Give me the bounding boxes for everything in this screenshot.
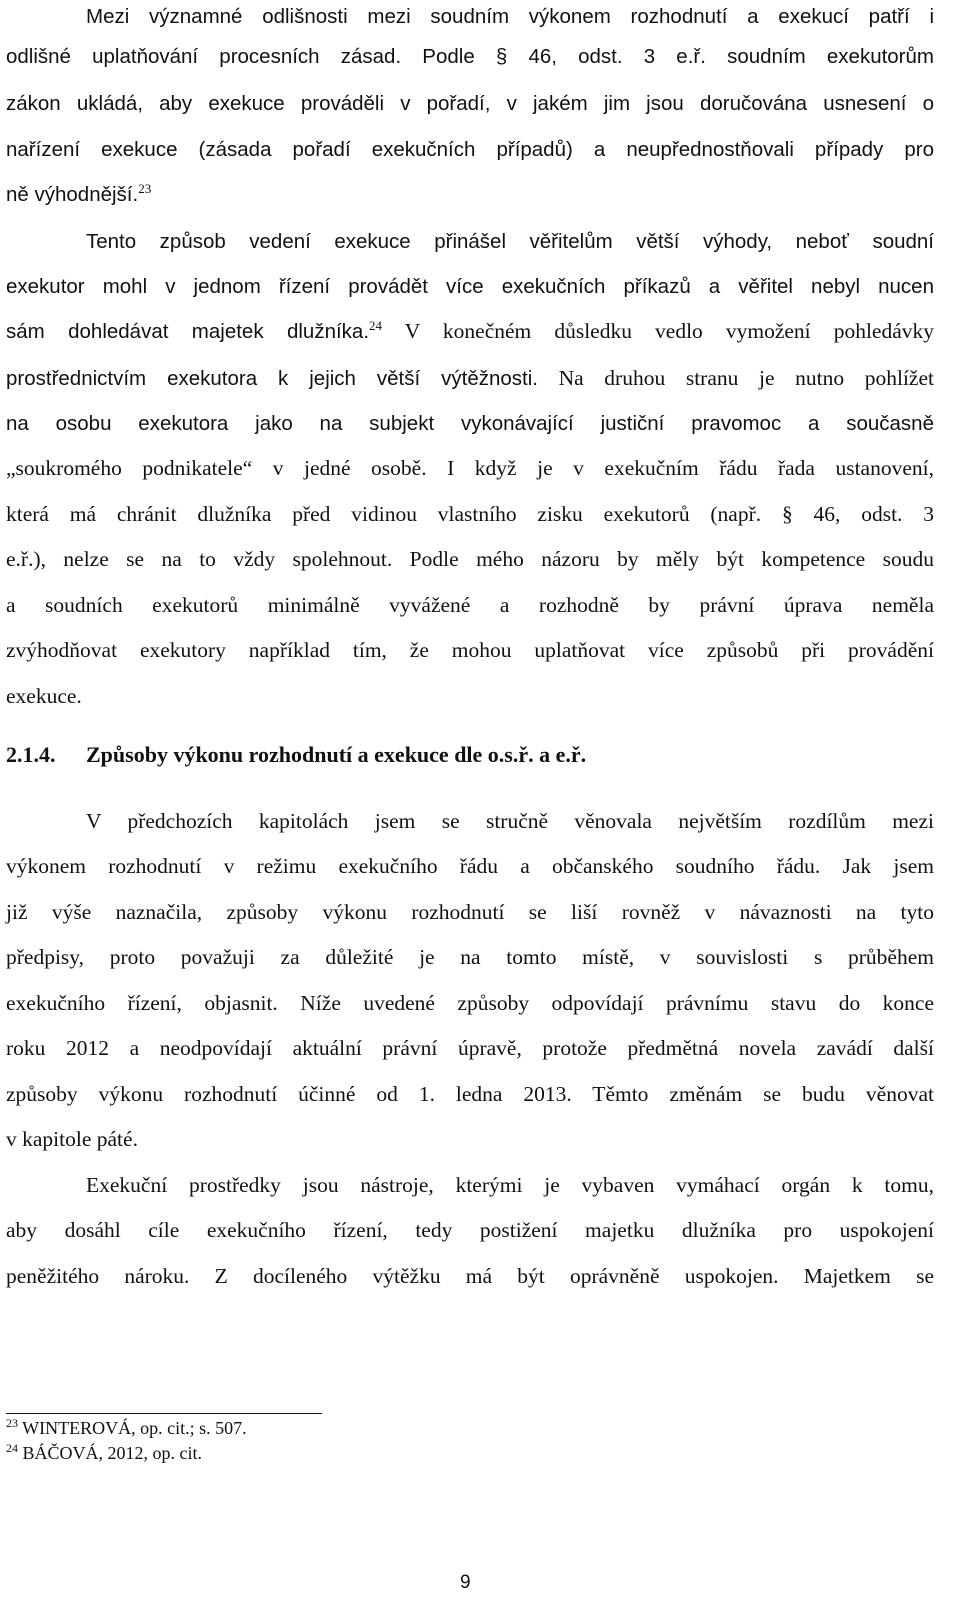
footnote-ref: 24 [369,317,383,333]
text-line: a soudních exekutorů minimálně vyvážené a rozhodně by právní úprava neměla [6,593,934,617]
text-line: prostřednictvím exekutora k jejich větší výtěžnosti. Na druhou stranu je nutno pohlížet [6,366,934,390]
footnote-separator [6,1413,322,1414]
page-number: 9 [460,1572,471,1593]
text-line: způsoby výkonu rozhodnutí účinné od 1. ledna 2013. Těmto změnám se budu věnovat [6,1082,934,1106]
section-heading [6,742,586,768]
text-line: předpisy, proto považuji za důležité je na tomto místě, v souvislosti s průběhem [6,945,934,969]
text-line: nařízení exekuce (zásada pořadí exekučních případů) a neupřednostňovali případy pro [6,138,934,161]
text-line: exekutor mohl v jednom řízení provádět více exekučních příkazů a věřitel nebyl nucen [6,275,934,298]
text-line: V předchozích kapitolách jsem se stručně věnovala největším rozdílům mezi [86,809,934,833]
text-line: výkonem rozhodnutí v režimu exekučního řádu a občanského soudního řádu. Jak jsem [6,854,934,878]
section-title: Způsoby výkonu rozhodnutí a exekuce dle o.s.ř. a e.ř. [86,742,587,767]
text-line: ně výhodnější.$^{23}$ [6,180,152,206]
text-line: již výše naznačila, způsoby výkonu rozhodnutí se liší rovněž v návaznosti na tyto [6,900,934,924]
section-number: 2.1.4. [6,742,56,767]
text-line: e.ř.), nelze se na to vždy spolehnout. Podle mého názoru by měly být kompetence soudu [6,547,934,571]
text-line: exekuce. [6,684,82,708]
text-line: Tento způsob vedení exekuce přinášel věřitelům větší výhody, neboť soudní [86,230,934,253]
text-line: zákon ukládá, aby exekuce prováděli v pořadí, v jakém jim jsou doručována usnesení o [6,92,934,115]
footnote-ref: 23 [138,180,152,196]
text-line: odlišné uplatňování procesních zásad. Podle § 46, odst. 3 e.ř. soudním exekutorům [6,45,934,68]
text-line: v kapitole páté. [6,1127,138,1151]
text-line: sám dohledávat majetek dlužníka.$^{24}$ V konečném důsledku vedlo vymožení pohledávky [6,317,935,343]
text-line: Exekuční prostředky jsou nástroje, kterými je vybaven vymáhací orgán k tomu, [86,1173,934,1197]
text-line: roku 2012 a neodpovídají aktuální právní úpravě, protože předmětná novela zavádí další [6,1036,934,1060]
text-line: exekučního řízení, objasnit. Níže uvedené způsoby odpovídají právnímu stavu do konce [6,991,934,1015]
text-line: na osobu exekutora jako na subjekt vykonávající justiční pravomoc a současně [6,412,934,435]
footnote-24: $^{24}$ BÁČOVÁ, 2012, op. cit. [6,1441,202,1463]
text-line: Mezi významné odlišnosti mezi soudním výkonem rozhodnutí a exekucí patří i [86,5,934,28]
text-line: „soukromého podnikatele“ v jedné osobě. I když je v exekučním řádu řada ustanovení, [6,456,934,480]
text-line: zvýhodňovat exekutory například tím, že mohou uplatňovat více způsobů při provádění [6,638,934,662]
text-line: která má chránit dlužníka před vidinou vlastního zisku exekutorů (např. § 46, odst. 3 [6,502,934,526]
text-line: peněžitého nároku. Z docíleného výtěžku má být oprávněně uspokojen. Majetkem se [6,1264,934,1288]
text-line: aby dosáhl cíle exekučního řízení, tedy postižení majetku dlužníka pro uspokojení [6,1218,934,1242]
footnote-23: $^{23}$ WINTEROVÁ, op. cit.; s. 507. [6,1416,247,1438]
